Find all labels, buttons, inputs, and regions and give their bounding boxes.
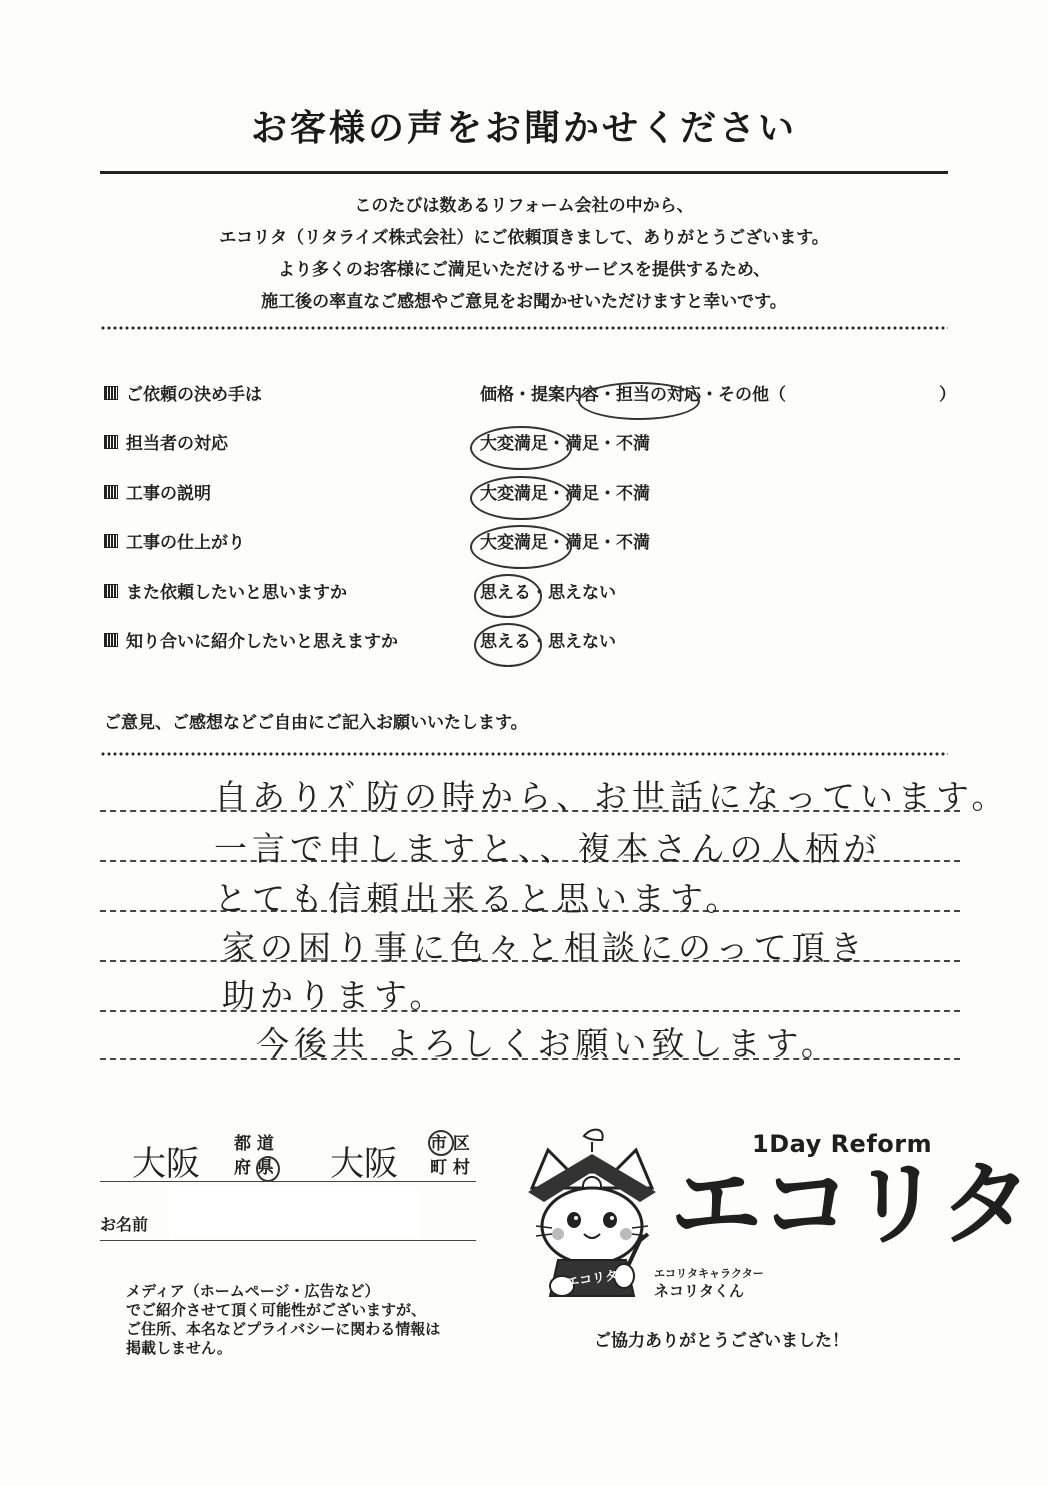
suffix-circle: [256, 1156, 280, 1182]
mascot-shirt-text: エコリタ: [565, 1268, 620, 1291]
question-label: 工事の仕上がり: [126, 533, 245, 553]
intro-line: 施工後の率直なご感想やご意見をお聞かせいただけますと幸いです。: [261, 292, 787, 312]
question-label: 知り合いに紹介したいと思えますか: [126, 632, 398, 652]
checkbox-icon: [104, 485, 118, 499]
intro-line: エコリタ（リタライズ株式会社）にご依頼頂きまして、ありがとうございます。: [219, 228, 829, 248]
intro-text: [0, 190, 1048, 318]
question-options[interactable]: 思える・思えない: [480, 583, 616, 603]
prefecture-suffix: 都: [234, 1134, 251, 1154]
question-label: また依頼したいと思いますか: [126, 583, 347, 603]
question-options[interactable]: 思える・思えない: [480, 632, 616, 652]
answer-circle: [474, 623, 542, 667]
name-underline: [100, 1240, 476, 1241]
checkbox-icon: [104, 435, 118, 449]
name-field-blank[interactable]: [170, 1187, 420, 1239]
answer-circle: [470, 426, 572, 470]
title-divider: [100, 171, 948, 174]
intro-divider: [100, 326, 948, 330]
checkbox-icon: [104, 534, 118, 548]
comment-divider: [100, 752, 948, 756]
answer-circle: [470, 476, 572, 520]
privacy-note: [126, 1282, 440, 1358]
prefecture-value: 大阪: [132, 1144, 200, 1184]
handwritten-comment-line: 自ありｽﾞ防の時から、お世話になっています。: [214, 777, 1010, 816]
question-options[interactable]: 大変満足・満足・不満: [480, 484, 650, 504]
privacy-line: メディア（ホームページ・広告など）: [126, 1282, 380, 1300]
character-caption: エコリタキャラクター: [654, 1267, 764, 1280]
prefecture-suffix: 府: [234, 1158, 251, 1178]
checkbox-icon: [104, 584, 118, 598]
handwritten-comment-line: 今後共 よろしくお願い致します。: [256, 1024, 839, 1063]
city-suffix: 町: [430, 1158, 447, 1178]
prefecture-suffix: 県: [256, 1158, 274, 1178]
answer-circle: [474, 574, 542, 618]
answer-circle: [578, 382, 700, 420]
intro-line: より多くのお客様にご満足いただけるサービスを提供するため、: [277, 260, 771, 280]
question-label: 工事の説明: [126, 484, 211, 504]
brand-logo: エコリタ: [670, 1151, 1031, 1258]
privacy-line: 掲載しません。: [126, 1339, 232, 1357]
checkbox-icon: [104, 633, 118, 647]
question-options[interactable]: 大変満足・満足・不満: [480, 533, 650, 553]
handwritten-comment-line: 助かります。: [222, 976, 448, 1015]
city-value: 大阪: [330, 1144, 398, 1184]
handwritten-comment-line: 一言で申しますと、、複本さんの人柄が: [214, 829, 882, 868]
question-label: 担当者の対応: [126, 434, 228, 454]
checkbox-icon: [104, 386, 118, 400]
city-suffix: 村: [452, 1158, 470, 1178]
question-options[interactable]: 価格・提案内容・担当の対応・その他（ ）: [480, 385, 956, 405]
privacy-line: でご紹介させて頂く可能性がございますが、: [126, 1301, 427, 1319]
brand-tagline: 1Day Reform: [752, 1130, 933, 1158]
question-label: ご依頼の決め手は: [126, 385, 262, 405]
city-suffix: 市: [430, 1134, 447, 1154]
city-suffix: 区: [452, 1134, 470, 1154]
answer-circle: [470, 525, 572, 569]
question-row-decision: [104, 380, 964, 416]
question-options[interactable]: 大変満足・満足・不満: [480, 434, 650, 454]
handwritten-comment-line: 家の困り事に色々と相談にのって頂き: [222, 928, 868, 967]
privacy-line: ご住所、本名などプライバシーに関わる情報は: [126, 1320, 441, 1338]
name-label: お名前: [100, 1215, 149, 1234]
character-name: ネコリタくん: [654, 1282, 745, 1300]
address-underline: [100, 1181, 476, 1182]
suffix-circle: [428, 1130, 454, 1156]
thanks-message: ご協力ありがとうございました！: [594, 1331, 849, 1351]
prefecture-suffix: 道: [256, 1134, 274, 1154]
handwritten-comment-line: とても信頼出来ると思います。: [214, 879, 744, 918]
intro-line: このたびは数あるリフォーム会社の中から、: [354, 196, 694, 216]
page-title: お客様の声をお聞かせください: [250, 108, 797, 149]
comment-prompt: ご意見、ご感想などご自由にご記入お願いいたします。: [104, 713, 528, 733]
